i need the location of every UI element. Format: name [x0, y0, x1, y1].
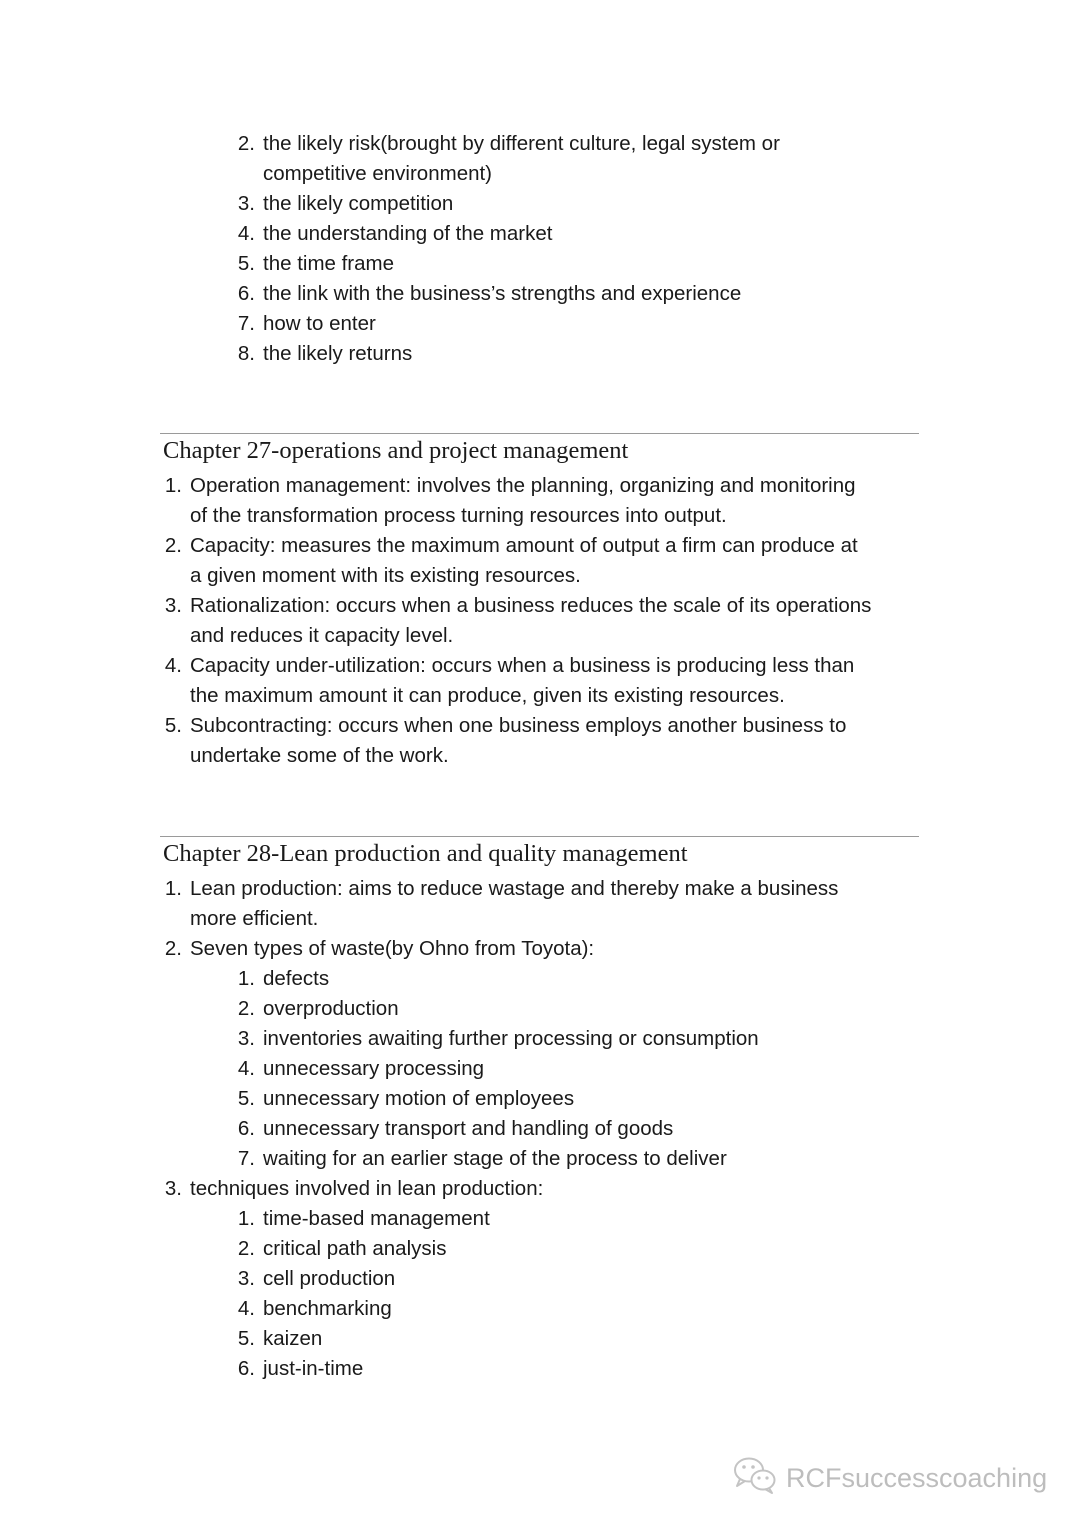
- sub-list-item-number: 2.: [237, 997, 255, 1020]
- sub-list-item-text: unnecessary transport and handling of goods: [263, 1117, 674, 1140]
- sub-list-item-text: just-in-time: [263, 1357, 364, 1380]
- sub-list-item-number: 4.: [237, 1297, 255, 1320]
- list-item-text: more efficient.: [190, 907, 319, 930]
- sub-list-item-text: waiting for an earlier stage of the process to deliver: [263, 1147, 727, 1170]
- wechat-icon: [732, 1455, 778, 1502]
- list-item-text: the likely returns: [263, 342, 413, 365]
- list-item-text: the understanding of the market: [263, 222, 553, 245]
- list-item-text: the time frame: [263, 252, 395, 275]
- list-item-number: 2.: [164, 534, 182, 557]
- chapter-28-divider: [160, 836, 919, 837]
- list-item-number: 5.: [237, 252, 255, 275]
- list-item-number: 5.: [164, 714, 182, 737]
- list-item-text: Capacity: measures the maximum amount of output a firm can produce at: [190, 534, 858, 557]
- sub-list-item-number: 3.: [237, 1027, 255, 1050]
- list-item-text: Capacity under-utilization: occurs when a business is producing less than: [190, 654, 855, 677]
- list-item-number: 6.: [237, 282, 255, 305]
- sub-list-item-number: 3.: [237, 1267, 255, 1290]
- sub-list-item-number: 7.: [237, 1147, 255, 1170]
- list-item-number: 4.: [237, 222, 255, 245]
- sub-list-item-text: overproduction: [263, 997, 399, 1020]
- list-item-text: Operation management: involves the planning, organizing and monitoring: [190, 474, 856, 497]
- list-item-text: competitive environment): [263, 162, 493, 185]
- list-item-text: Seven types of waste(by Ohno from Toyota):: [190, 937, 595, 960]
- sub-list-item-number: 5.: [237, 1087, 255, 1110]
- chapter-28-heading: Chapter 28-Lean production and quality management: [163, 840, 688, 867]
- sub-list-item-text: unnecessary motion of employees: [263, 1087, 575, 1110]
- sub-list-item-text: unnecessary processing: [263, 1057, 485, 1080]
- sub-list-item-text: cell production: [263, 1267, 396, 1290]
- list-item-text: a given moment with its existing resources.: [190, 564, 581, 587]
- list-item-text: of the transformation process turning resources into output.: [190, 504, 727, 527]
- sub-list-item-number: 6.: [237, 1117, 255, 1140]
- sub-list-item-number: 5.: [237, 1327, 255, 1350]
- sub-list-item-number: 2.: [237, 1237, 255, 1260]
- chapter-27-divider: [160, 433, 919, 434]
- list-item-number: 7.: [237, 312, 255, 335]
- watermark: [732, 1456, 1047, 1500]
- list-item-text: techniques involved in lean production:: [190, 1177, 544, 1200]
- list-item-number: 8.: [237, 342, 255, 365]
- sub-list-item-text: benchmarking: [263, 1297, 392, 1320]
- list-item-text: the likely competition: [263, 192, 454, 215]
- sub-list-item-number: 1.: [237, 1207, 255, 1230]
- sub-list-item-text: time-based management: [263, 1207, 490, 1230]
- sub-list-item-text: critical path analysis: [263, 1237, 447, 1260]
- list-item-text: how to enter: [263, 312, 376, 335]
- list-item-text: the link with the business’s strengths and experience: [263, 282, 742, 305]
- list-item-number: 3.: [237, 192, 255, 215]
- list-item-text: Subcontracting: occurs when one business employs another business to: [190, 714, 847, 737]
- list-item-number: 1.: [164, 877, 182, 900]
- sub-list-item-number: 1.: [237, 967, 255, 990]
- sub-list-item-number: 4.: [237, 1057, 255, 1080]
- list-item-text: Rationalization: occurs when a business reduces the scale of its operations: [190, 594, 872, 617]
- list-item-text: Lean production: aims to reduce wastage and thereby make a business: [190, 877, 839, 900]
- list-item-number: 2.: [164, 937, 182, 960]
- sub-list-item-text: kaizen: [263, 1327, 323, 1350]
- watermark-text: RCFsuccesscoaching: [786, 1462, 1048, 1493]
- list-item-number: 4.: [164, 654, 182, 677]
- list-item-number: 1.: [164, 474, 182, 497]
- list-item-number: 2.: [237, 132, 255, 155]
- list-item-text: the maximum amount it can produce, given its existing resources.: [190, 684, 785, 707]
- sub-list-item-number: 6.: [237, 1357, 255, 1380]
- list-item-text: and reduces it capacity level.: [190, 624, 454, 647]
- sub-list-item-text: defects: [263, 967, 330, 990]
- list-item-text: undertake some of the work.: [190, 744, 449, 767]
- list-item-text: the likely risk(brought by different culture, legal system or: [263, 132, 780, 155]
- chapter-27-heading: Chapter 27-operations and project management: [163, 437, 629, 464]
- list-item-number: 3.: [164, 594, 182, 617]
- sub-list-item-text: inventories awaiting further processing or consumption: [263, 1027, 759, 1050]
- list-item-number: 3.: [164, 1177, 182, 1200]
